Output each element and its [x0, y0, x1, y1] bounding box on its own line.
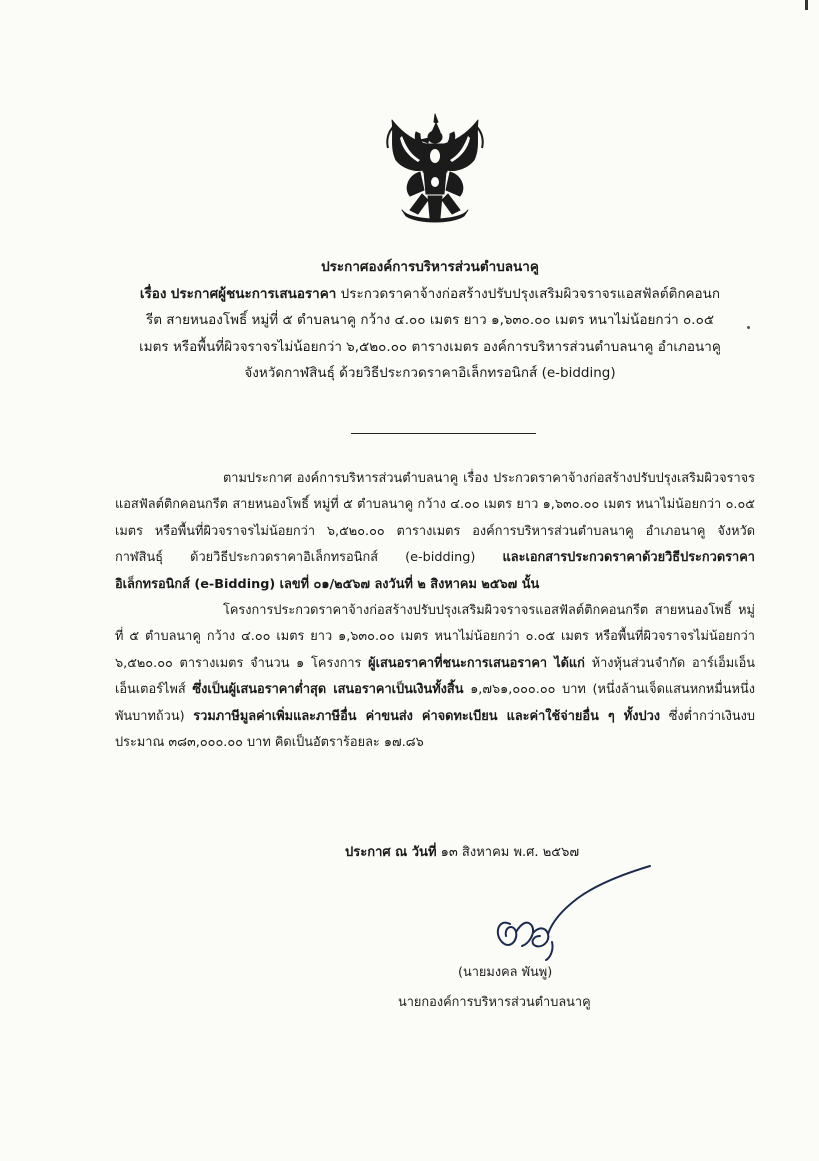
- subject-bold-text: ประกาศผู้ชนะการเสนอราคา: [170, 285, 337, 302]
- subject-label: เรื่อง: [139, 285, 167, 302]
- proclamation-label: ประกาศ ณ วันที่: [345, 845, 437, 860]
- subject-line-2: รีต สายหนองโพธิ์ หมู่ที่ ๕ ตำบลนาคู กว้าง ๔.๐๐ เมตร ยาว ๑,๖๓๐.๐๐ เมตร หนาไม่น้อยกว่า ๐.๐๕: [145, 312, 715, 328]
- org-title: ประกาศองค์การบริหารส่วนตำบลนาคู: [321, 259, 539, 275]
- paragraph-2-text-1: โครงการประกวดราคาจ้างก่อสร้างปรับปรุงเสริมผิวจราจรแอสฟัลต์ติกคอนกรีต สายหนองโพธิ์ หมู่ที่ ๕ ตำบลนาคู กว้าง ๔.๐๐ เมตร ยาว ๑,๖๓๐.๐๐ เมตร หนาไม่น้อยกว่า ๐.๐๕ เมตร หรือพื้นที่ผิวจราจรไม่น้อยกว่า ๖,๕๒๐.๐๐ ตารางเมตร จำนวน ๑ โครงการ: [115, 603, 755, 671]
- scan-speck: [747, 326, 750, 329]
- paragraph-2-bold-3: รวมภาษีมูลค่าเพิ่มและภาษีอื่น ค่าขนส่ง ค่าจดทะเบียน และค่าใช้จ่ายอื่น ๆ ทั้งปวง: [193, 708, 661, 724]
- subject-line-3: เมตร หรือพื้นที่ผิวจราจรไม่น้อยกว่า ๖,๕๒๐.๐๐ ตารางเมตร องค์การบริหารส่วนตำบลนาคู อำเภอนาคู: [139, 338, 721, 355]
- announcement-heading: [95, 254, 765, 387]
- scan-corner-mark: [805, 0, 808, 10]
- proclamation-date-line: [345, 841, 579, 862]
- announcement-body: [115, 466, 755, 756]
- paragraph-1: [115, 466, 755, 598]
- paragraph-1-bold: และเอกสารประกวดราคาด้วยวิธีประกวดราคาอิเล็กทรอนิกส์ (e-Bidding) เลขที่ ๐๑/๒๕๖๗ ลงวันที่ ๒ สิงหาคม ๒๕๖๗ นั้น: [115, 550, 755, 592]
- paragraph-1-text: ตามประกาศ องค์การบริหารส่วนตำบลนาคู เรื่อง ประกวดราคาจ้างก่อสร้างปรับปรุงเสริมผิวจราจรแอสฟัลต์ติกคอนกรีต สายหนองโพธิ์ หมู่ที่ ๕ ตำบลนาคู กว้าง ๔.๐๐ เมตร ยาว ๑,๖๓๐.๐๐ เมตร หนาไม่น้อยกว่า ๐.๐๕ เมตร หรือพื้นที่ผิวจราจรไม่น้อยกว่า ๖,๕๒๐.๐๐ ตารางเมตร องค์การบริหารส่วนตำบลนาคู อำเภอนาคู จังหวัดกาฬสินธุ์ ด้วยวิธีประกวดราคาอิเล็กทรอนิกส์ (e-bidding): [115, 471, 755, 566]
- paragraph-2-text-3: ๑,๗๖๑,๐๐๐.๐๐ บาท (หนึ่งล้านเจ็ดแสนหกหมื่นหนึ่งพันบาทถ้วน): [115, 682, 755, 724]
- paragraph-2-bold-1: ผู้เสนอราคาที่ชนะการเสนอราคา ได้แก่: [368, 655, 585, 671]
- paragraph-2-text-2: ห้างหุ้นส่วนจำกัด อาร์เอ็มเอ็น เอ็นเตอร์ไพส์: [115, 655, 756, 698]
- paragraph-2: [115, 598, 755, 756]
- paragraph-2-bold-2: ซึ่งเป็นผู้เสนอราคาต่ำสุด เสนอราคาเป็นเงินทั้งสิ้น: [192, 682, 464, 698]
- handwritten-signature: [470, 862, 660, 972]
- garuda-emblem-icon: [380, 110, 490, 228]
- heading-divider: [351, 433, 536, 434]
- subject-line-4: จังหวัดกาฬสินธุ์ ด้วยวิธีประกวดราคาอิเล็กทรอนิกส์ (e-bidding): [244, 365, 616, 381]
- proclamation-date: ๑๓ สิงหาคม พ.ศ. ๒๕๖๗: [440, 845, 580, 860]
- signer-name: (นายมงคล พันพู): [458, 965, 553, 980]
- signer-position: นายกองค์การบริหารส่วนตำบลนาคู: [398, 995, 591, 1010]
- paragraph-2-text-4: ซึ่งต่ำกว่าเงินงบประมาณ ๓๘๓,๐๐๐.๐๐ บาท คิดเป็นอัตราร้อยละ ๑๗.๘๖: [115, 708, 755, 751]
- subject-line-1-rest: ประกวดราคาจ้างก่อสร้างปรับปรุงเสริมผิวจราจรแอสฟัลต์ติกคอนก: [340, 285, 721, 302]
- subject-line-1: [95, 281, 765, 308]
